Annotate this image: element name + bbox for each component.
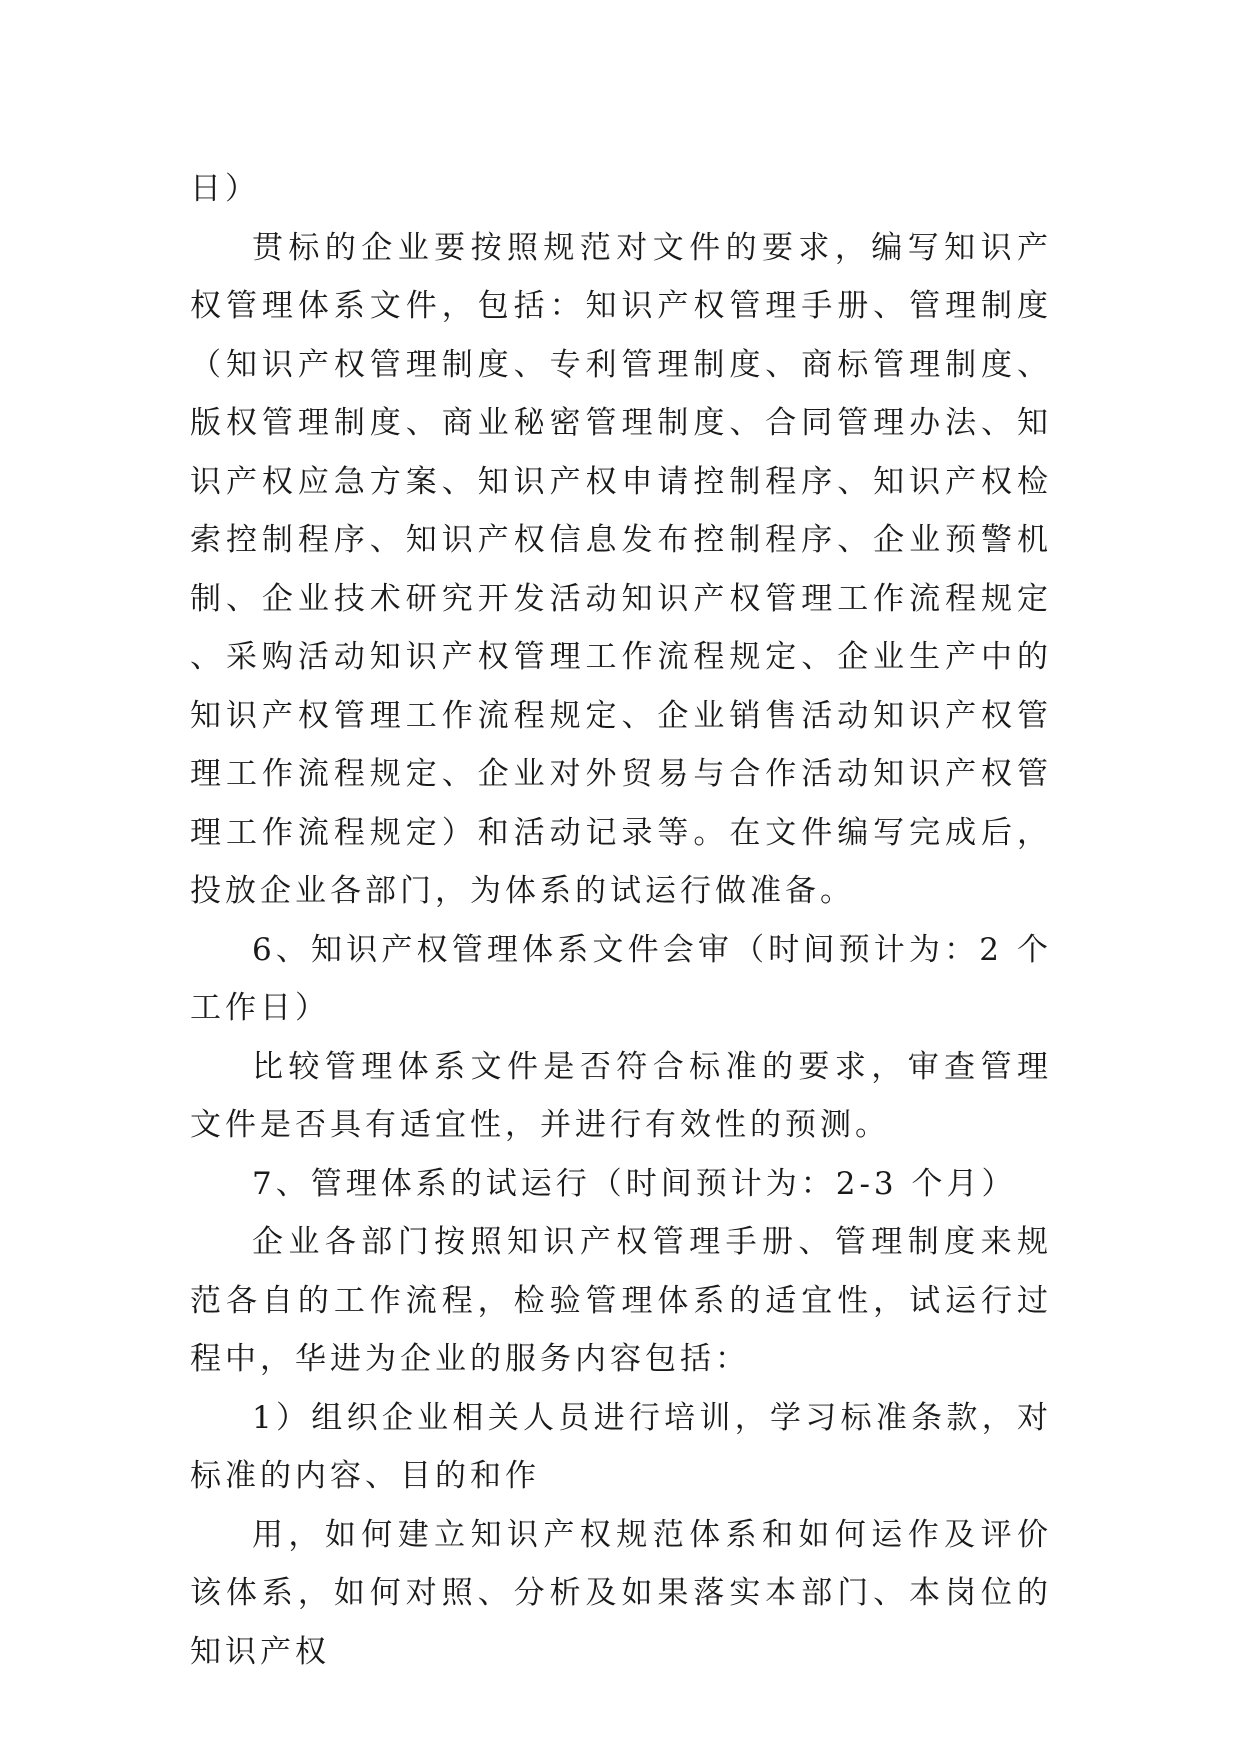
paragraph-5: 用，如何建立知识产权规范体系和如何运作及评价该体系，如何对照、分析及如果落实本部门、本岗位的知识产权 [190,1516,1052,1670]
paragraph-1: 日） [190,171,260,207]
list-item-1: 1）组织企业相关人员进行培训，学习标准条款，对标准的内容、目的和作 [190,1399,1052,1494]
paragraph-3: 比较管理体系文件是否符合标准的要求，审查管理文件是否具有适宜性，并进行有效性的预测。 [190,1048,1052,1143]
section-heading-7: 7、管理体系的试运行（时间预计为：2-3 个月） [252,1165,1017,1202]
paragraph-2: 贯标的企业要按照规范对文件的要求，编写知识产权管理体系文件，包括：知识产权管理手册、管理制度（知识产权管理制度、专利管理制度、商标管理制度、版权管理制度、商业秘密管理制度、合同管理办法、知识产权应急方案、知识产权申请控制程序、知识产权检索控制程序、知识产权信息发布控制程序、企业预警机制、企业技术研究开发活动知识产权管理工作流程规定、采购活动知识产权管理工作流程规定、企业生产中的知识产权管理工作流程规定、企业销售活动知识产权管理工作流程规定、企业对外贸易与合作活动知识产权管理工作流程规定）和活动记录等。在文件编写完成后，投放企业各部门，为体系的试运行做准备。 [190,229,1052,909]
document-body [190,160,1052,1681]
section-heading-6: 6、知识产权管理体系文件会审（时间预计为：2 个工作日） [190,931,1052,1026]
paragraph-4: 企业各部门按照知识产权管理手册、管理制度来规范各自的工作流程，检验管理体系的适宜性，试运行过程中，华进为企业的服务内容包括： [190,1224,1052,1377]
